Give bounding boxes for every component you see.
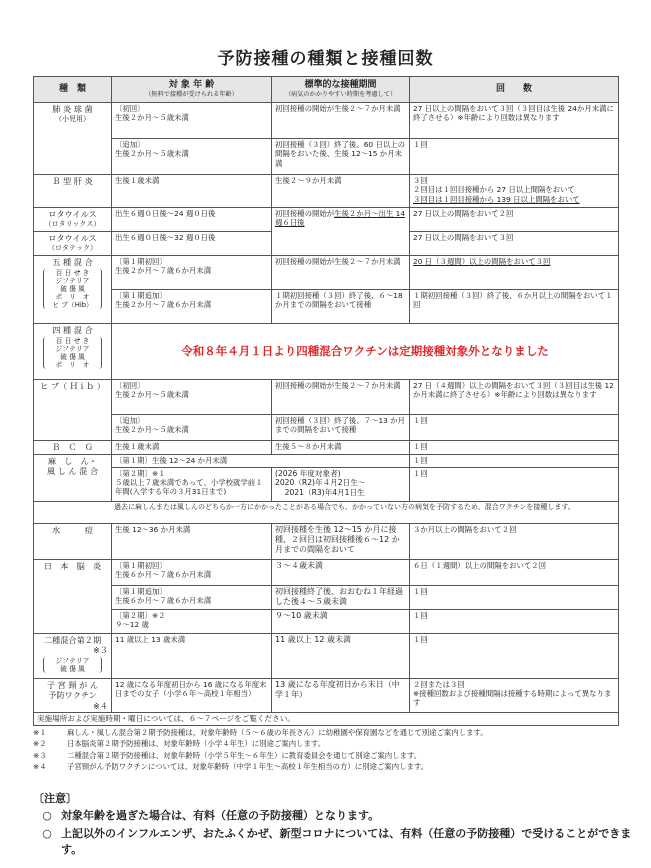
period-cell: (2026 年度対象者) 2020（R2)年４月2日生～ 2021（R3)年4月1日生 xyxy=(272,467,410,501)
table-row xyxy=(34,585,619,609)
table-row xyxy=(34,467,619,501)
vaccine-name: Ｂ Ｃ Ｇ xyxy=(34,441,112,455)
table-row xyxy=(34,380,619,415)
period-cell: 初回接種（３回）終了後、７～13 か月までの間隔をおいて接種 xyxy=(272,415,410,441)
table-row xyxy=(34,609,619,633)
period-cell: 初回接種の開始が生後２か月～出生 14 週６日後 xyxy=(272,208,410,256)
age-cell: 〔初回〕 生後２か月～５歳未満 xyxy=(112,380,272,415)
age-cell: 〔初回〕 生後２か月～５歳未満 xyxy=(112,103,272,139)
component-list: ジフテリア 破 傷 風 xyxy=(43,657,102,673)
table-row xyxy=(34,139,619,175)
table-footer-row xyxy=(34,713,619,726)
header-age: 対 象 年 齢 （無料で接種が受けられる年齢） xyxy=(112,77,272,103)
vaccine-name: ロタウイルス （ロタリックス） xyxy=(34,208,112,232)
vaccine-name: 肺 炎 球 菌 （小児用） xyxy=(34,103,112,175)
caution-heading: 〔注意〕 xyxy=(33,792,77,805)
period-cell: 初回接種の開始が生後２～７か月未満 xyxy=(272,256,410,290)
age-cell: 〔第２期〕※２ ９～12 歳 xyxy=(112,609,272,633)
page-title: 予防接種の種類と接種回数 xyxy=(217,49,434,69)
period-cell: 生後２～９か月未満 xyxy=(272,175,410,208)
table-row xyxy=(34,454,619,467)
caution-item: ○ 上記以外のインフルエンザ、おたふくかぜ、新型コロナについては、有料（任意の予防接種）で受けることができます。 xyxy=(33,826,633,858)
vaccine-name: 日 本 脳 炎 xyxy=(34,559,112,633)
age-cell: 〔第１期追加〕 生後６か月～７歳６か月未満 xyxy=(112,585,272,609)
footnote-4: ※４ 子宮頸がん予防ワクチンについては、対象年齢時（中学１年生～高校１年生相当の方）に別途ご案内します。 xyxy=(33,762,429,772)
period-cell: 初回接種の開始が生後２～７か月未満 xyxy=(272,380,410,415)
vaccine-name: ヒ ブ（ Ｈｉｂ ） xyxy=(34,380,112,441)
count-cell: １回 xyxy=(410,415,619,441)
count-cell: １回 xyxy=(410,633,619,678)
table-header-row xyxy=(34,77,619,103)
count-cell: 27 日以上の間隔をおいて２回 xyxy=(410,208,619,232)
period-cell: 初回接種終了後、おおむね１年経過した後４～５歳未満 xyxy=(272,585,410,609)
header-type: 種 類 xyxy=(34,77,112,103)
age-cell: 出生６週０日後～32 週０日後 xyxy=(112,232,272,256)
period-cell: 初回接種を生後 12～15 か月に接種、２回目は初回接種後６～12 か月までの間隔をおいて xyxy=(272,523,410,559)
vaccine-name: Ｂ 型 肝 炎 xyxy=(34,175,112,208)
vaccine-name: 水 痘 xyxy=(34,523,112,559)
table-row xyxy=(34,501,619,523)
table-row xyxy=(34,175,619,208)
vaccination-table xyxy=(33,76,619,726)
table-row xyxy=(34,415,619,441)
vaccine-name: 麻 し ん・ 風 し ん 混 合 xyxy=(34,454,112,501)
period-cell: ９～10 歳未満 xyxy=(272,609,410,633)
table-row xyxy=(34,208,619,232)
header-period: 標準的な接種期間 （病気のかかりやすい時期を考慮して） xyxy=(272,77,410,103)
footnotes xyxy=(33,727,623,773)
age-cell: 生後 12～36 か月未満 xyxy=(112,523,272,559)
caution-section xyxy=(33,790,633,858)
age-cell: 生後１歳未満 xyxy=(112,175,272,208)
vaccine-name: 五 種 混 合 百 日 せ き ジフテリア 破 傷 風 ポ リ オ ヒ ブ（Hib） xyxy=(34,256,112,324)
table-row xyxy=(34,523,619,559)
vaccine-name: 子 宮 頸 が ん 予防ワクチン ※４ xyxy=(34,678,112,713)
vaccine-name: 二種混合第２期 ※３ ジフテリア 破 傷 風 xyxy=(34,633,112,678)
count-cell: 27 日以上の間隔をおいて３回（３回目は生後 24か月未満に終了させる）※年齢により回数は異なります xyxy=(410,103,619,139)
count-cell: ３回 ２回目は１回目接種から 27 日以上間隔をおいて ３回目は１回目接種から 139 日以上間隔をおいて xyxy=(410,175,619,208)
footnote-2: ※２ 日本脳炎第２期予防接種は、対象年齢時（小学４年生）に別途ご案内します。 xyxy=(33,739,326,749)
age-cell: 〔追加〕 生後２か月～５歳未満 xyxy=(112,139,272,175)
count-cell: １回 xyxy=(410,585,619,609)
table-row xyxy=(34,103,619,139)
age-cell: 〔第１期追加〕 生後２か月～７歳６か月未満 xyxy=(112,290,272,324)
table-row xyxy=(34,678,619,713)
period-cell: 生後５～８か月未満 xyxy=(272,441,410,455)
count-cell: １回 xyxy=(410,139,619,175)
circle-bullet-icon: ○ xyxy=(42,826,52,840)
circle-bullet-icon: ○ xyxy=(42,809,52,822)
caution-item: ○ 対象年齢を過ぎた場合は、有料（任意の予防接種）となります。 xyxy=(33,808,633,824)
period-cell: １期初回接種（３回）終了後、６～18 か月までの間隔をおいて接種 xyxy=(272,290,410,324)
count-cell: 20 日（３週間）以上の間隔をおいて３回 xyxy=(410,256,619,290)
count-cell: １回 xyxy=(410,441,619,455)
count-cell: 27 日（４週間）以上の間隔をおいて３回（３回目は生後 12 か月未満に終了させる）※年齢により回数は異なります xyxy=(410,380,619,415)
period-cell: 初回接種（３回）終了後、60 日以上の間隔をおいた後、生後 12～15 か月未満 xyxy=(272,139,410,175)
table-row xyxy=(34,324,619,380)
period-cell: 13 歳になる年度初日から末日（中学１年） xyxy=(272,678,410,713)
period-cell: 初回接種の開始が生後２～７か月未満 xyxy=(272,103,410,139)
period-cell: 11 歳以上 12 歳未満 xyxy=(272,633,410,678)
count-cell: １回 xyxy=(410,467,619,501)
count-cell: １回 xyxy=(410,454,619,467)
count-cell: １期初回接種（３回）終了後、６か月以上の間隔をおいて１回 xyxy=(410,290,619,324)
table-row xyxy=(34,633,619,678)
count-cell: １回 xyxy=(410,609,619,633)
age-cell: 〔第１期〕生後 12～24 か月未満 xyxy=(112,454,410,467)
header-count: 回 数 xyxy=(410,77,619,103)
table-row xyxy=(34,441,619,455)
vaccine-name: ロタウイルス （ロタテック） xyxy=(34,232,112,256)
mr-note: 過去に麻しんまたは風しんのどちらか一方にかかったことがある場合でも、かかっていない方の病気を予防するため、混合ワクチンを接種します。 xyxy=(34,501,619,523)
count-cell: ６日（１週間）以上の間隔をおいて２回 xyxy=(410,559,619,585)
component-list: 百 日 せ き ジフテリア 破 傷 風 ポ リ オ ヒ ブ（Hib） xyxy=(43,269,102,310)
age-cell: 11 歳以上 13 歳未満 xyxy=(112,633,272,678)
age-cell: 〔第２期〕※１ ５歳以上７歳未満であって、小学校就学前１年間(入学する年の３月31日まで) xyxy=(112,467,272,501)
vaccine-name: 四 種 混 合 百 日 せ き ジフテリア 破 傷 風 ポ リ オ xyxy=(34,324,112,380)
table-footer: 実施場所および実施時期・曜日については、６～７ページをご覧ください。 xyxy=(34,713,619,726)
age-cell: 12 歳になる年度初日から 16 歳になる年度末日までの女子（小学６年～高校１年相当） xyxy=(112,678,272,713)
age-cell: 〔追加〕 生後２か月～５歳未満 xyxy=(112,415,272,441)
count-cell: ３か月以上の間隔をおいて２回 xyxy=(410,523,619,559)
count-cell: 27 日以上の間隔をおいて３回 xyxy=(410,232,619,256)
age-cell: 出生６週０日後～24 週０日後 xyxy=(112,208,272,232)
age-cell: 〔第１期初回〕 生後６か月～７歳６か月未満 xyxy=(112,559,272,585)
footnote-1: ※１ 麻しん・風しん混合第２期予防接種は、対象年齢時（５～６歳の年長さん）に幼稚園や保育園などを通じて別途ご案内します。 xyxy=(33,728,488,737)
table-row xyxy=(34,559,619,585)
footnote-3: ※３ 二種混合第２期予防接種は、対象年齢時（小学５年生～６年生）に教育委員会を通じて別途ご案内します。 xyxy=(33,750,422,760)
component-list: 百 日 せ き ジフテリア 破 傷 風 ポ リ オ xyxy=(43,337,102,370)
age-cell: 生後１歳未満 xyxy=(112,441,272,455)
period-cell: ３～４歳未満 xyxy=(272,559,410,585)
age-cell: 〔第１期初回〕 生後２か月～７歳６か月未満 xyxy=(112,256,272,290)
table-row xyxy=(34,256,619,290)
table-row xyxy=(34,290,619,324)
count-cell: ２回または３回 ※接種回数および接種間隔は接種する時期によって異なります xyxy=(410,678,619,713)
discontinued-banner: 令和８年４月１日より四種混合ワクチンは定期接種対象外となりました xyxy=(112,324,619,380)
